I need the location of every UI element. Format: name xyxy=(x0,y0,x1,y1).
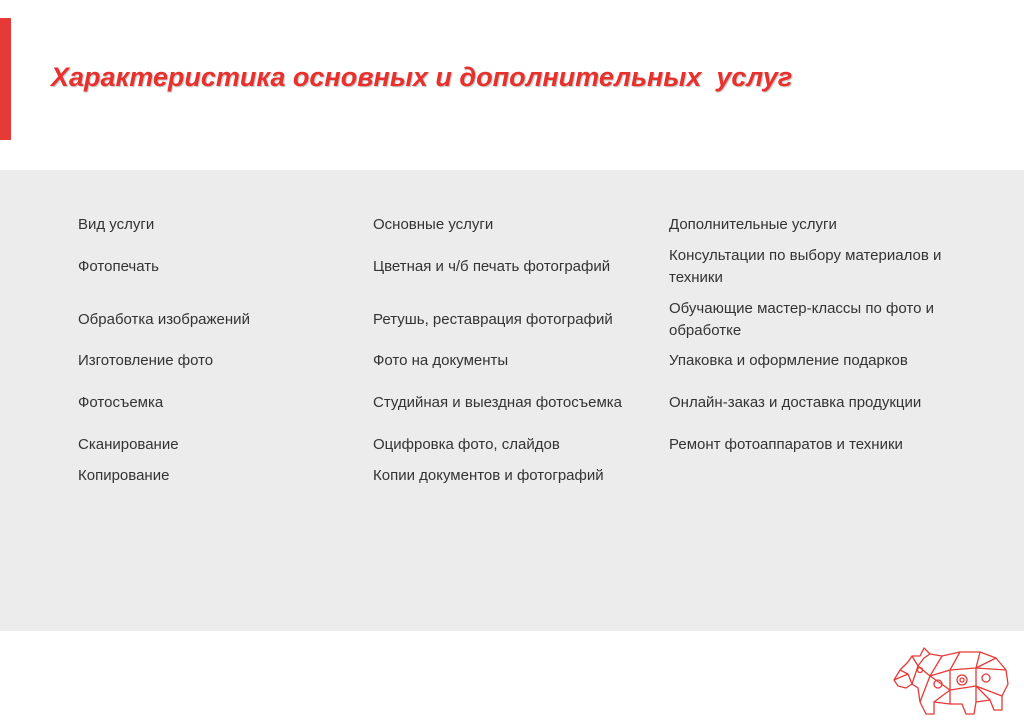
header-service-type: Вид услуги xyxy=(78,216,155,233)
service-type-cell: Фотосъемка xyxy=(78,394,164,411)
header-main-services: Основные услуги xyxy=(373,216,494,233)
additional-service-cell: Упаковка и оформление подарков xyxy=(669,352,908,369)
page-title: Характеристика основных и дополнительных услуг xyxy=(51,62,793,92)
main-service-cell: Ретушь, реставрация фотографий xyxy=(373,311,613,328)
additional-service-cell: Онлайн-заказ и доставка продукции xyxy=(669,394,922,411)
main-service-cell: Студийная и выездная фотосъемка xyxy=(373,394,622,411)
services-table xyxy=(0,170,1024,631)
rhino-logo-icon xyxy=(890,640,1018,718)
header-additional-services: Дополнительные услуги xyxy=(669,216,837,233)
additional-service-cell: Консультации по выбору материалов и техники xyxy=(669,247,942,286)
main-service-cell: Копии документов и фотографий xyxy=(373,467,604,484)
main-service-cell: Цветная и ч/б печать фотографий xyxy=(373,258,611,275)
main-service-cell: Оцифровка фото, слайдов xyxy=(373,436,560,453)
service-type-cell: Фотопечать xyxy=(78,258,159,275)
service-type-cell: Сканирование xyxy=(78,436,179,453)
additional-service-cell: Обучающие мастер-классы по фото и обработке xyxy=(669,300,934,339)
service-type-cell: Обработка изображений xyxy=(78,311,250,328)
accent-bar xyxy=(0,18,11,140)
service-type-cell: Копирование xyxy=(78,467,170,484)
service-type-cell: Изготовление фото xyxy=(78,352,214,369)
main-service-cell: Фото на документы xyxy=(373,352,509,369)
additional-service-cell: Ремонт фотоаппаратов и техники xyxy=(669,436,903,453)
